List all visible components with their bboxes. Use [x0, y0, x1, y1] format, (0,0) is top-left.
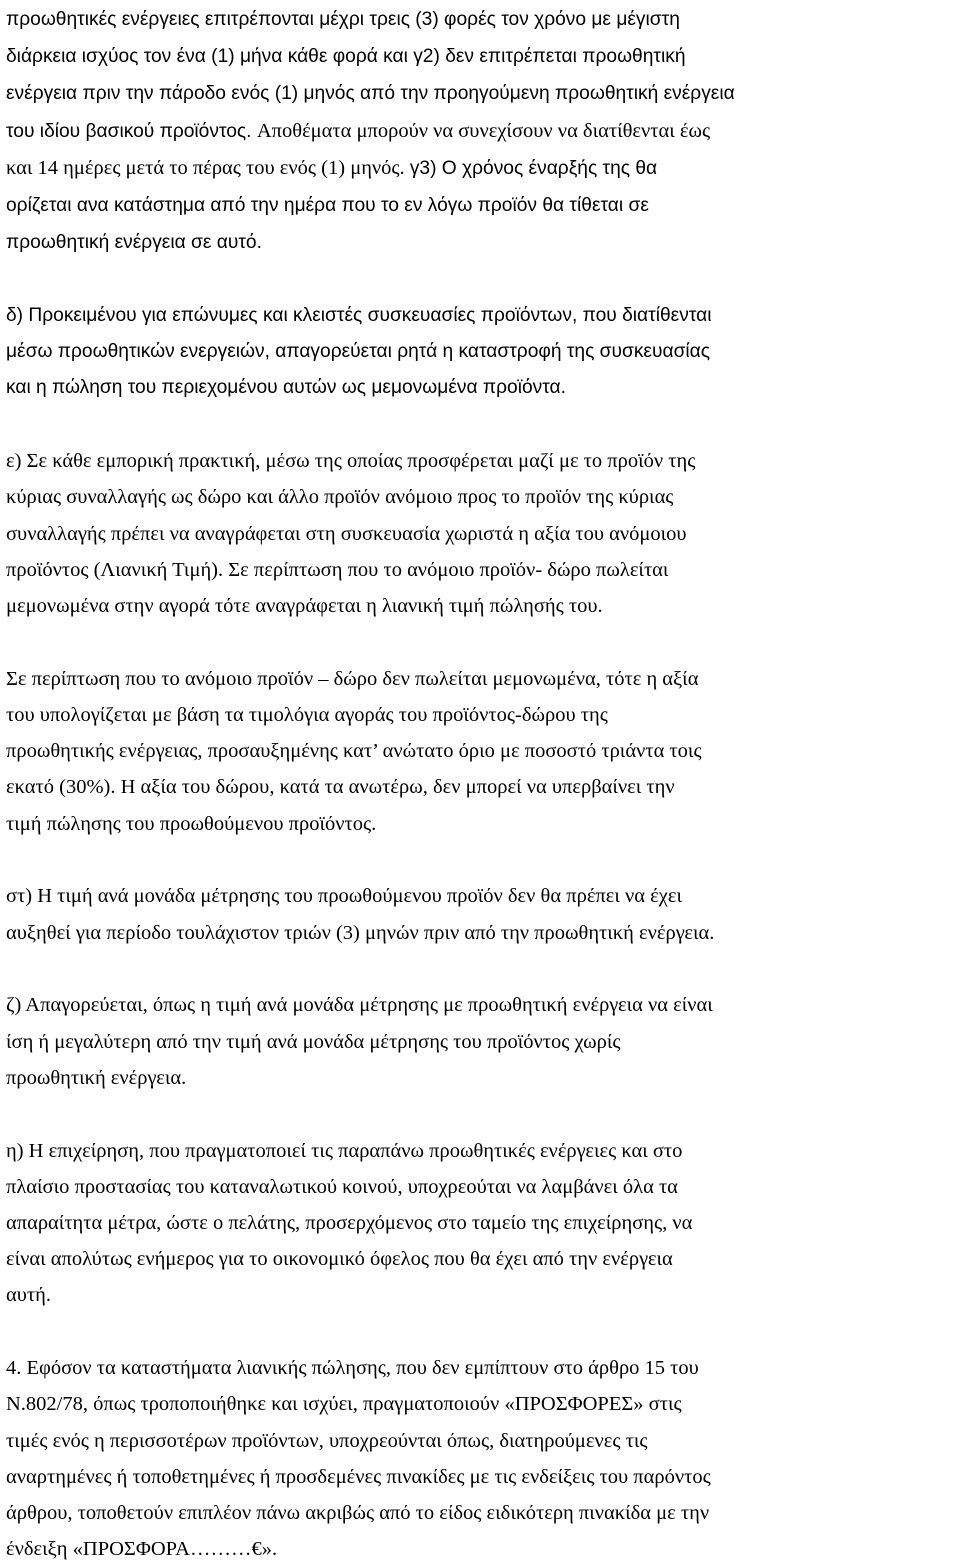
paragraph-item-4: 4. Εφόσον τα καταστήματα λιανικής πώλησης, που δεν εμπίπτουν στο άρθρο 15 του Ν.802/78, όπως τροποποιήθηκε και ισχύει, πραγματοποιούν «ΠΡΟΣΦΟΡΕΣ» στις τιμές ενός η περισσοτέρων προϊόντων, υποχρεούνται όπως, διατηρούμενες τις αναρτημένες ή τοποθετημένες ή προσδεμένες πινακίδες με τις ενδείξεις του παρόντος άρθρου, τοποθετούν επιπλέον πάνω ακριβώς από το είδος ειδικότερη πινακίδα με την ένδειξη «ΠΡΟΣΦΟΡΑ………€».	[6, 1357, 711, 1561]
paragraph-gap	[6, 951, 956, 988]
paragraph-gap	[6, 1096, 956, 1133]
paragraph-clause-z: ζ) Απαγορεύεται, όπως η τιμή ανά μονάδα μέτρησης με προωθητική ενέργεια να είναι ίση ή μεγαλύτερη από την τιμή ανά μονάδα μέτρησης του προϊόντος χωρίς προωθητική ενέργεια.	[6, 994, 713, 1089]
paragraph-gap	[6, 1314, 956, 1351]
paragraph-gap	[6, 624, 956, 661]
paragraph-clause-i: η) Η επιχείρηση, που πραγματοποιεί τις παραπάνω προωθητικές ενέργειες και στο πλαίσιο προστασίας του καταναλωτικού κοινού, υποχρεούται να λαμβάνει όλα τα απαραίτητα μέτρα, ώστε ο πελάτης, προσερχόμενος στο ταμείο της επιχείρησης, να είναι απολύτως ενήμερος για το οικονομικό όφελος που θα έχει από την ενέργεια αυτή.	[6, 1139, 693, 1307]
paragraph-promotion-duration	[6, 1, 956, 261]
paragraph-gap	[6, 842, 956, 879]
paragraph-clause-d: δ) Προκειμένου για επώνυμες και κλειστές συσκευασίες προϊόντων, που διατίθενται μέσω προωθητικών ενεργειών, απαγορεύεται ρητά η καταστροφή της συσκευασίας και η πώληση του περιεχομένου αυτών ως μεμονωμένα προϊόντα.	[6, 305, 712, 399]
paragraph-text-sans: προωθητικές ενέργειες επιτρέπονται μέχρι τρεις (3) φορές τον χρόνο με μέγιστη διάρκεια ισχύος τον ένα (1) μήνα κάθε φορά και γ2) δεν επιτρέπεται προωθητική ενέργεια πριν την πάροδο ενός (1) μηνός από την προηγούμενη προωθητική ενέργεια του ιδίου βασικού προϊόντος.	[6, 9, 735, 142]
document-page	[6, 0, 956, 1567]
paragraph-text-serif: Αποθέματα μπορούν να συνεχίσουν να διατίθενται έως και 14 ημέρες μετά το πέρας του ενός (1) μηνός.	[6, 119, 711, 179]
paragraph-clause-e: ε) Σε κάθε εμπορική πρακτική, μέσω της οποίας προσφέρεται μαζί με το προϊόν της κύριας συναλλαγής ως δώρο και άλλο προϊόν ανόμοιο προς το προϊόν της κύριας συναλλαγής πρέπει να αναγράφεται στη συσκευασία χωριστά η αξία του ανόμοιου προϊόντος (Λιανική Τιμή). Σε περίπτωση που το ανόμοιο προϊόν- δώρο πωλείται μεμονωμένα στην αγορά τότε αναγράφεται η λιανική τιμή πώλησής του.	[6, 450, 696, 618]
paragraph-gap	[6, 261, 956, 298]
paragraph-clause-st: στ) Η τιμή ανά μονάδα μέτρησης του προωθούμενου προϊόν δεν θα πρέπει να έχει αυξηθεί για περίοδο τουλάχιστον τριών (3) μηνών πριν από την προωθητική ενέργεια.	[6, 885, 715, 944]
paragraph-text-sans: γ3) Ο χρόνος έναρξής της θα ορίζεται ανα κατάστημα από την ημέρα που το εν λόγω προϊόν θα τίθεται σε προωθητική ενέργεια σε αυτό.	[6, 157, 658, 254]
paragraph-gift-value: Σε περίπτωση που το ανόμοιο προϊόν – δώρο δεν πωλείται μεμονωμένα, τότε η αξία του υπολογίζεται με βάση τα τιμολόγια αγοράς του προϊόντος-δώρου της προωθητικής ενέργειας, προσαυξημένης κατ’ ανώτατο όριο με ποσοστό τριάντα τοις εκατό (30%). Η αξία του δώρου, κατά τα ανωτέρω, δεν μπορεί να υπερβαίνει την τιμή πώλησης του προωθούμενου προϊόντος.	[6, 667, 702, 835]
paragraph-gap	[6, 407, 956, 444]
